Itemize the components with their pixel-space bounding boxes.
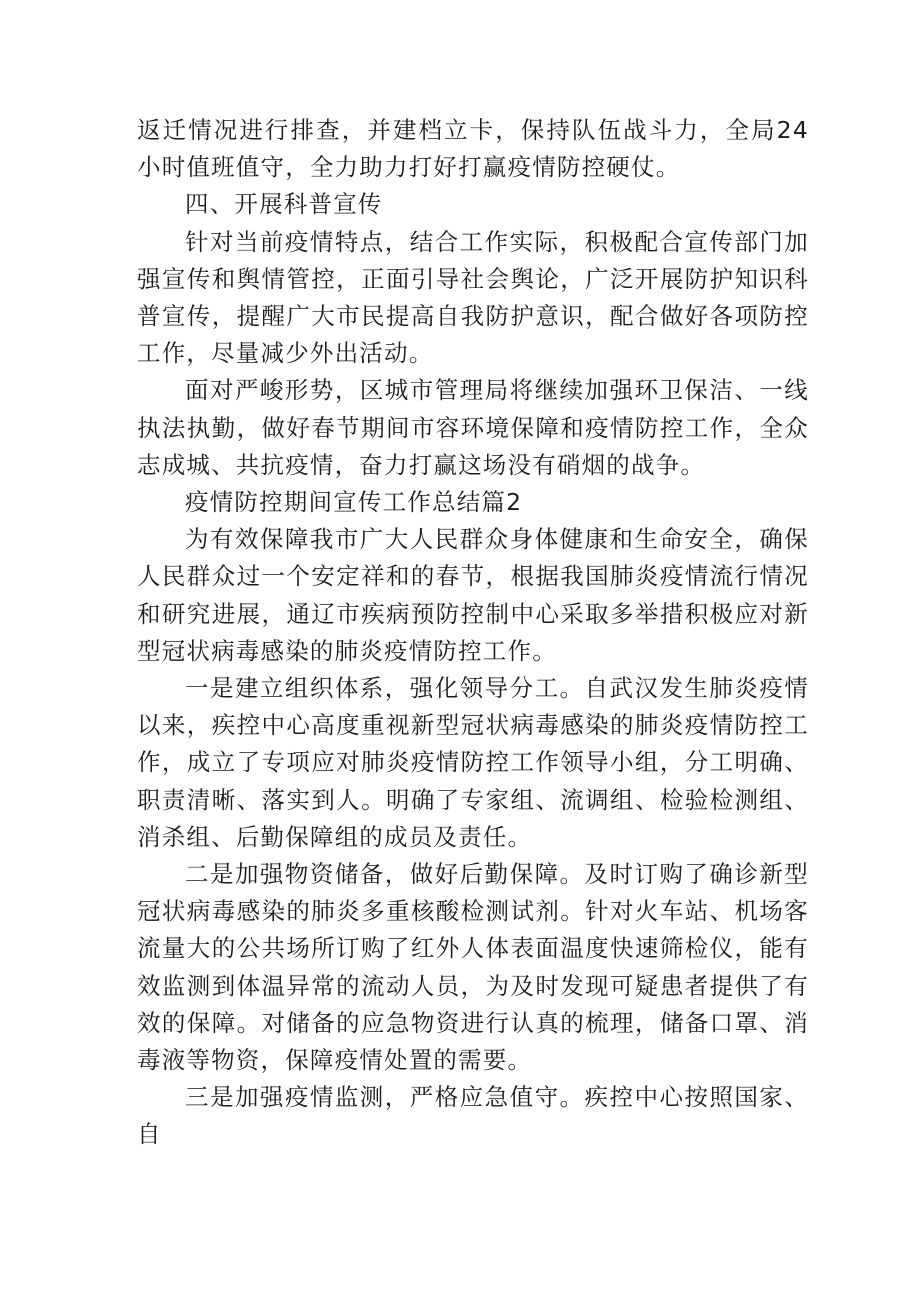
paragraph: 一是建立组织体系，强化领导分工。自武汉发生肺炎疫情以来，疾控中心高度重视新型冠状病毒感染的肺炎疫情防控工作，成立了专项应对肺炎疫情防控工作领导小组，分工明确、职责清晰、落实到人。明确了专家组、流调组、检验检测组、消杀组、后勤保障组的成员及责任。 bbox=[137, 674, 809, 851]
paragraph: 针对当前疫情特点，结合工作实际，积极配合宣传部门加强宣传和舆情管控，正面引导社会舆论，广泛开展防护知识科普宣传，提醒广大市民提高自我防护意识，配合做好各项防控工作，尽量减少外出活动。 bbox=[137, 227, 809, 368]
article-title: 疫情防控期间宣传工作总结篇2 bbox=[185, 488, 523, 517]
paragraph: 二是加强物资储备，做好后勤保障。及时订购了确诊新型冠状病毒感染的肺炎多重核酸检测试剂。针对火车站、机场客流量大的公共场所订购了红外人体表面温度快速筛检仪，能有效监测到体温异常的流动人员，为及时发现可疑患者提供了有效的保障。对储备的应急物资进行认真的梳理，储备口罩、消毒液等物资，保障疫情处置的需要。 bbox=[137, 860, 809, 1075]
paragraph: 三是加强疫情监测，严格应急值守。疾控中心按照国家、自 bbox=[137, 1083, 809, 1149]
paragraph: 为有效保障我市广大人民群众身体健康和生命安全，确保人民群众过一个安定祥和的春节，根据我国肺炎疫情流行情况和研究进展，通辽市疾病预防控制中心采取多举措积极应对新型冠状病毒感染的肺炎疫情防控工作。 bbox=[137, 525, 809, 665]
document-body bbox=[137, 112, 809, 1154]
paragraph: 面对严峻形势，区城市管理局将继续加强环卫保洁、一线执法执勤，做好春节期间市容环境保障和疫情防控工作，全众志成城、共抗疫情，奋力打赢这场没有硝烟的战争。 bbox=[137, 376, 809, 479]
paragraph-continuation: 返迁情况进行排查，并建档立卡，保持队伍战斗力，全局24小时值班值守，全力助力打好打赢疫情防控硬仗。 bbox=[137, 116, 809, 182]
section-heading-science-publicity: 四、开展科普宣传 bbox=[185, 190, 383, 219]
